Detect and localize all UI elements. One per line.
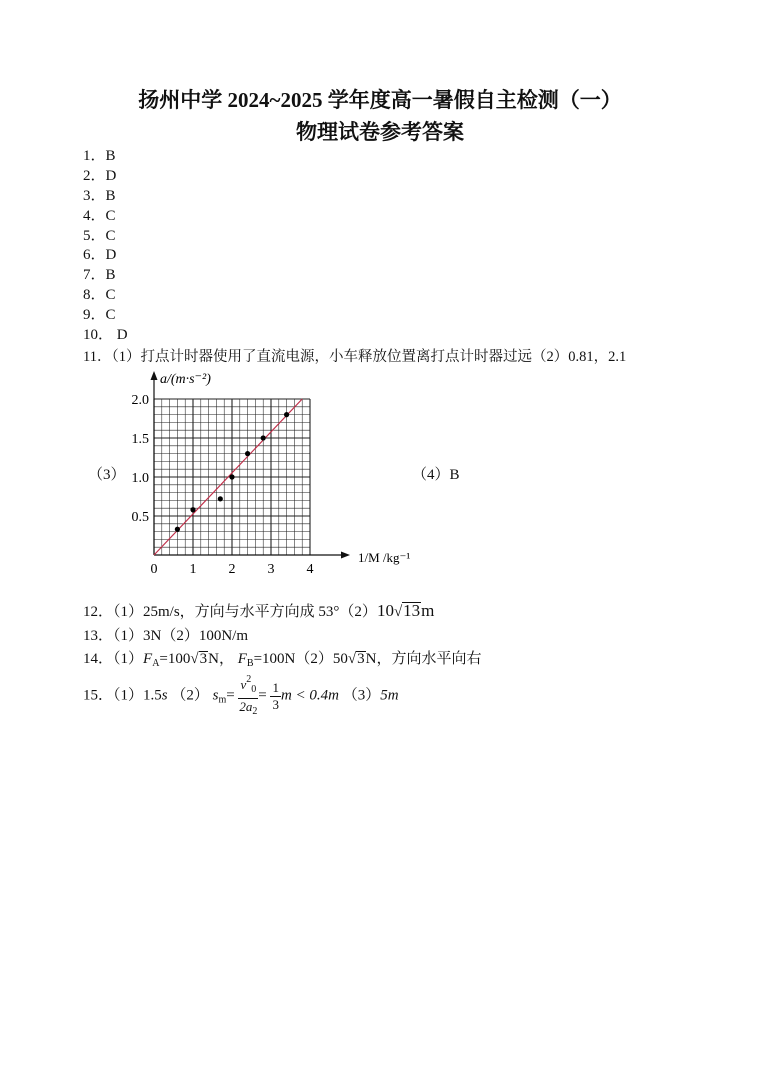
answer-item: 7．B (83, 267, 116, 283)
data-point (261, 435, 266, 440)
answer-item: 6．D (83, 247, 117, 263)
x-tick-label: 2 (228, 562, 236, 577)
answer-item: 8．C (83, 287, 116, 303)
q11-part3-label: （3） (88, 467, 126, 483)
fraction-one-third: $\frac{1}{3}$ (272, 679, 279, 712)
x-tick-label: 1 (189, 562, 197, 577)
data-point (175, 527, 180, 532)
y-tick-label: 1.0 (131, 471, 149, 486)
answer-item: 4．C (83, 208, 116, 224)
page-title: 扬州中学 2024~2025 学年度高一暑假自主检测（一） (138, 88, 622, 112)
y-tick-label: 1.5 (131, 432, 149, 447)
answer-item: 1．B (83, 148, 116, 164)
y-axis-label: a/(m·s⁻²) (160, 372, 211, 387)
q12-text: 12．（1）25m/s，方向与水平方向成 53°（2）10√13m (83, 601, 435, 620)
q14-text: 14．$(1)F_A=100√3N$， $F_B=100N(2)50√3N$，方向水平向右 (83, 651, 482, 669)
acceleration-chart (118, 365, 418, 580)
answer-item: 2．D (83, 168, 117, 184)
fraction-v0-2a2: $\frac{v^2_0}{2a_2}$ (239, 674, 258, 717)
x-axis-arrow (341, 552, 350, 559)
answer-item: 5．C (83, 228, 116, 244)
page-subtitle: 物理试卷参考答案 (296, 120, 464, 144)
data-point (190, 507, 195, 512)
q11-text: 11．（1）打点计时器使用了直流电源，小车释放位置离打点计时器过远（2）0.81，2.1 (83, 349, 627, 365)
data-point (218, 496, 223, 501)
q13-text: 13．（1）3N（2）100N/m (83, 628, 249, 644)
data-point (229, 474, 234, 479)
x-tick-label: 3 (267, 562, 275, 577)
answer-item: 9．C (83, 307, 116, 323)
answer-item: 3．B (83, 188, 116, 204)
y-axis-arrow (151, 371, 158, 380)
q15-text: 15．（1）1.5s （2） $s_m=$ $\frac{v^2_0}{2a_2}$ = $\frac{1}{3}$ m < 0.4m （3）5m (83, 672, 399, 720)
y-tick-label: 2.0 (131, 393, 149, 408)
x-axis-label: 1/M /kg⁻¹ (358, 550, 411, 565)
data-point (284, 412, 289, 417)
data-point (245, 451, 250, 456)
x-tick-label: 4 (306, 562, 314, 577)
answer-item: 10． D (83, 327, 128, 343)
y-tick-label: 0.5 (131, 510, 149, 525)
q11-part4: （4）B (412, 467, 460, 483)
x-tick-label: 0 (150, 562, 158, 577)
